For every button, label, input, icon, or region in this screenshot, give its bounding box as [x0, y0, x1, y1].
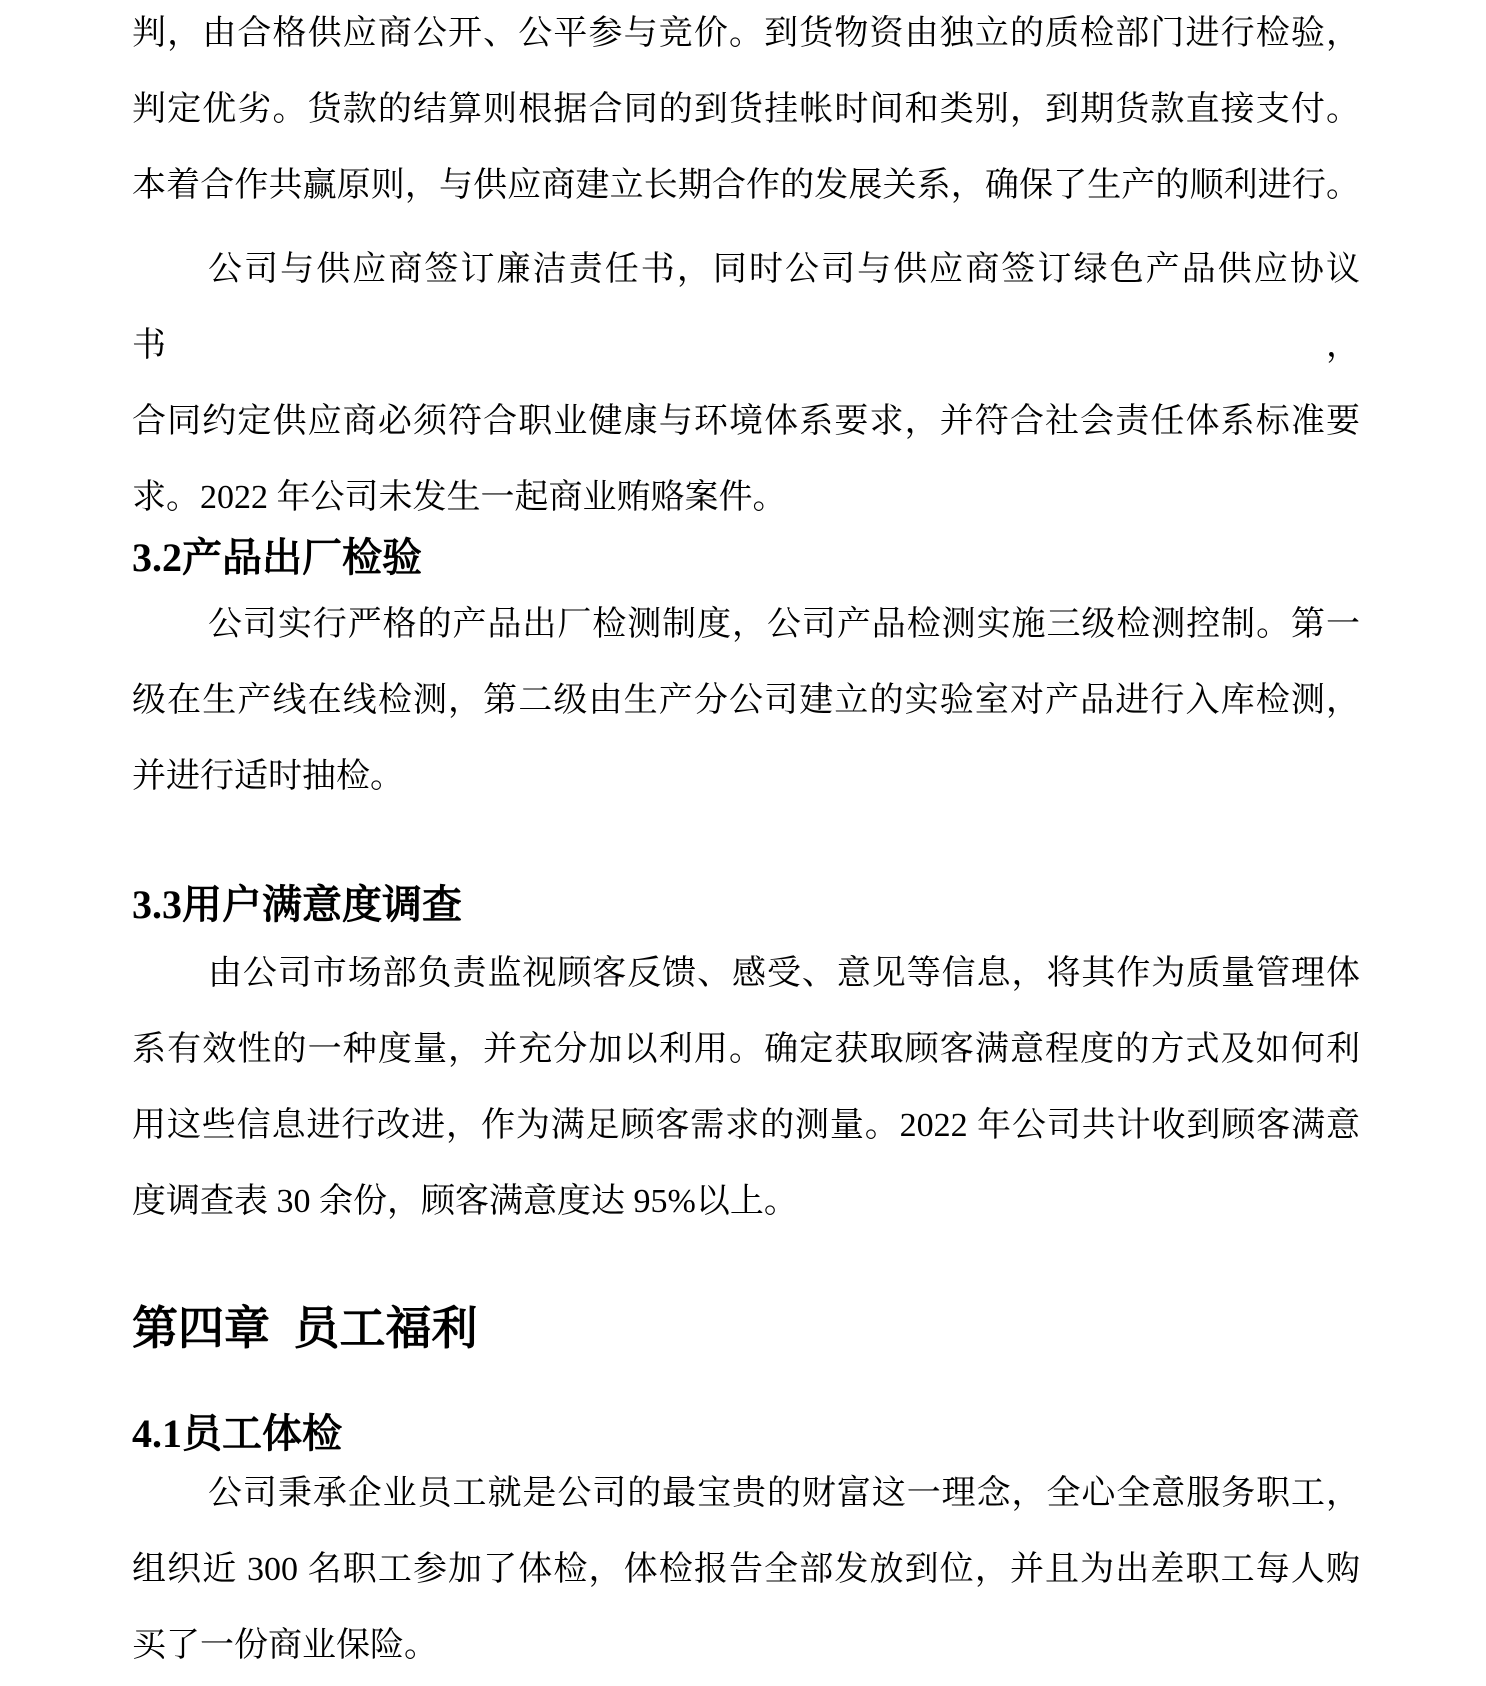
paragraph-satisfaction-survey: [132, 936, 1360, 1240]
text-line: 公司秉承企业员工就是公司的最宝贵的财富这一理念，全心全意服务职工，: [208, 1475, 1360, 1512]
text-line: 由公司市场部负责监视顾客反馈、感受、意见等信息，将其作为质量管理体: [208, 955, 1360, 992]
paragraph-supplier: [132, 0, 1360, 224]
text-line: 用这些信息进行改进，作为满足顾客需求的测量。2022 年公司共计收到顾客满意: [132, 1107, 1360, 1144]
chapter-4-heading-employee-welfare: 第四章 员工福利: [132, 1302, 478, 1354]
text-line: 系有效性的一种度量，并充分加以利用。确定获取顾客满意程度的方式及如何利: [132, 1031, 1360, 1068]
text-line: 并进行适时抽检。: [132, 758, 404, 795]
text-line: 买了一份商业保险。: [132, 1627, 438, 1664]
text-line: 求。2022 年公司未发生一起商业贿赂案件。: [132, 479, 787, 516]
heading-3-3-customer-satisfaction: 3.3用户满意度调查: [132, 882, 462, 928]
text-line: 组织近 300 名职工参加了体检，体检报告全部发放到位，并且为出差职工每人购: [132, 1551, 1360, 1588]
text-line: 公司实行严格的产品出厂检测制度，公司产品检测实施三级检测控制。第一: [208, 606, 1360, 643]
text-line: 本着合作共赢原则，与供应商建立长期合作的发展关系，确保了生产的顺利进行。: [132, 167, 1360, 204]
paragraph-integrity: [132, 232, 1360, 536]
text-line: 判定优劣。货款的结算则根据合同的到货挂帐时间和类别，到期货款直接支付。: [132, 91, 1360, 128]
paragraph-employee-checkup: [132, 1456, 1360, 1684]
heading-3-2-product-inspection: 3.2产品出厂检验: [132, 535, 422, 581]
text-line: 公司与供应商签订廉洁责任书，同时公司与供应商签订绿色产品供应协议书，: [132, 251, 1360, 364]
paragraph-factory-inspection: [132, 587, 1360, 815]
text-line: 判，由合格供应商公开、公平参与竞价。到货物资由独立的质检部门进行检验，: [132, 15, 1360, 52]
text-line: 度调查表 30 余份，顾客满意度达 95%以上。: [132, 1183, 798, 1220]
text-line: 合同约定供应商必须符合职业健康与环境体系要求，并符合社会责任体系标准要: [132, 403, 1360, 440]
heading-4-1-employee-checkup: 4.1员工体检: [132, 1411, 342, 1457]
text-line: 级在生产线在线检测，第二级由生产分公司建立的实验室对产品进行入库检测，: [132, 682, 1360, 719]
